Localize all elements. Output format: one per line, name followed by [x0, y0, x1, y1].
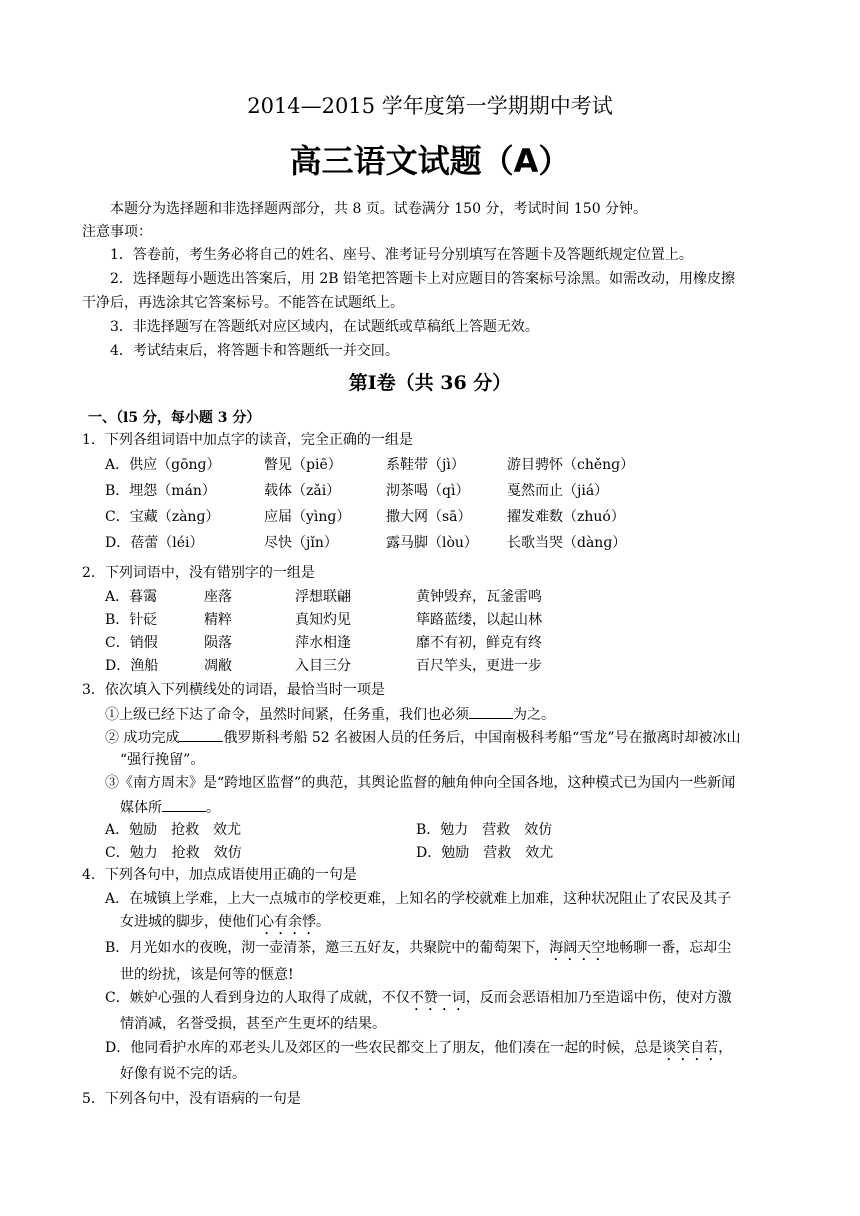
q3-option-b: B．勉力 营救 效仿	[416, 822, 553, 838]
q1-option-cell: 沏茶喝（qì）	[386, 483, 470, 499]
q1-option-cell: B．埋怨（mán）	[105, 483, 216, 499]
note-2-cont: 干净后，再选涂其它答案标号。不能答在试题纸上。	[82, 295, 404, 311]
question-1-stem: 1．下列各组词语中加点字的读音，完全正确的一组是	[82, 432, 413, 448]
q3-option-c: C．勉力 抢救 效仿	[105, 845, 242, 861]
paper-title: 高三语文试题（A）	[289, 142, 571, 180]
q3-sentence-3: ③《南方周末》是“跨地区监督”的典范，其舆论监督的触角伸向全国各地，这种模式已为国内一些新闻	[105, 775, 736, 791]
q1-option-cell: 尽快（jǐn）	[264, 535, 338, 551]
dotted-idiom: 谈笑自若	[662, 1040, 719, 1056]
q1-option-cell: 擢发难数（zhuó）	[507, 509, 625, 525]
question-2-stem: 2．下列词语中，没有错别字的一组是	[82, 565, 315, 581]
dotted-idiom: 心有余悸	[260, 914, 316, 930]
q2-option-cell: B．针砭	[105, 612, 158, 628]
q1-option-cell: 应届（yìnɡ）	[264, 509, 351, 525]
q4-option-a-line1: A．在城镇上学难，上大一点城市的学校更难，上知名的学校就难上加难，这种状况阻止了农民及其子	[105, 891, 732, 907]
q3-sentence-2-cont: “强行挽留”。	[120, 752, 205, 768]
q2-option-cell: D．渔船	[105, 658, 159, 674]
fill-blank	[162, 797, 206, 812]
volume-title: 第Ⅰ卷（共 36 分）	[348, 372, 512, 394]
q1-option-cell: 戛然而止（jiá）	[507, 483, 609, 499]
question-3-stem: 3．依次填入下列横线处的词语，最恰当时一项是	[82, 682, 385, 698]
question-5-stem: 5．下列各句中，没有语病的一句是	[82, 1091, 301, 1107]
q1-option-cell: 长歌当哭（dànɡ）	[507, 535, 627, 551]
q4-option-b-line2: 世的纷扰，该是何等的惬意!	[120, 967, 294, 983]
section-heading: 一、（l5 分，每小题 3 分）	[88, 410, 261, 426]
q1-option-cell: 撒大网（sā）	[386, 509, 472, 525]
q2-option-cell: 靡不有初，鲜克有终	[416, 635, 542, 651]
q1-option-cell: C．宝藏（zànɡ）	[105, 509, 220, 525]
q1-option-cell: A．供应（gōnɡ）	[105, 457, 221, 473]
notice-label: 注意事项：	[82, 224, 152, 240]
dotted-idiom: 海阔天空	[549, 940, 606, 956]
q4-option-a-line2: 女进城的脚步，使他们心有余悸。	[120, 914, 330, 930]
q3-sentence-2: ② 成功完成 俄罗斯科考船 52 名被困人员的任务后，中国南极科考船“雪龙”号在撤离时却被冰山	[105, 727, 740, 748]
fill-blank	[179, 727, 223, 742]
dotted-idiom: 不赞一词	[409, 990, 466, 1006]
q4-option-d-line2: 好像有说不完的话。	[120, 1066, 246, 1082]
q1-option-cell: 载体（zǎi）	[264, 483, 341, 499]
note-1: 1．答卷前，考生务必将自己的姓名、座号、准考证号分别填写在答题卡及答题纸规定位置上。	[110, 247, 693, 263]
q1-option-cell: D．蓓蕾（léi）	[105, 535, 204, 551]
q2-option-cell: C．销假	[105, 635, 158, 651]
note-4: 4．考试结束后，将答题卡和答题纸一并交回。	[110, 343, 399, 359]
q2-option-cell: 入目三分	[295, 658, 351, 674]
q2-option-cell: 精粹	[204, 612, 232, 628]
q3-option-a: A．勉励 抢救 效尤	[105, 822, 242, 838]
q1-option-cell: 瞥见（piē）	[264, 457, 342, 473]
note-2: 2．选择题每小题选出答案后，用 2B 铅笔把答题卡上对应题目的答案标号涂黑。如需改动，用橡皮擦	[110, 271, 736, 287]
note-3: 3．非选择题写在答题纸对应区域内，在试题纸或草稿纸上答题无效。	[110, 319, 539, 335]
q2-option-cell: 百尺竿头，更进一步	[416, 658, 542, 674]
q2-option-cell: 陨落	[204, 635, 232, 651]
q3-sentence-3-cont: 媒体所 。	[120, 797, 220, 818]
q2-option-cell: A．暮霭	[105, 589, 158, 605]
q4-option-c-line2: 情消减，名誉受损，甚至产生更坏的结果。	[120, 1016, 386, 1032]
intro-line: 本题分为选择题和非选择题两部分，共 8 页。试卷满分 150 分，考试时间 150 分钟。	[110, 201, 648, 217]
q2-option-cell: 凋敝	[204, 658, 232, 674]
q2-option-cell: 浮想联翩	[295, 589, 351, 605]
q2-option-cell: 真知灼见	[295, 612, 351, 628]
fill-blank	[469, 704, 513, 719]
q3-sentence-1: ①上级已经下达了命令，虽然时间紧，任务重，我们也必须 为之。	[105, 704, 555, 725]
q4-option-c-line1: C．嫉妒心强的人看到身边的人取得了成就，不仅不赞一词，反而会恶语相加乃至造谣中伤，使对方激	[105, 990, 732, 1006]
q2-option-cell: 筚路蓝缕，以起山林	[416, 612, 542, 628]
exam-title: 2014—2015 学年度第一学期期中考试	[247, 94, 613, 118]
question-4-stem: 4．下列各句中，加点成语使用正确的一句是	[82, 867, 357, 883]
q1-option-cell: 露马脚（lòu）	[386, 535, 478, 551]
q2-option-cell: 萍水相逢	[295, 635, 351, 651]
q1-option-cell: 系鞋带（jì）	[386, 457, 465, 473]
q2-option-cell: 黄钟毁弃，瓦釜雷鸣	[416, 589, 542, 605]
q2-option-cell: 座落	[204, 589, 232, 605]
q4-option-b-line1: B．月光如水的夜晚，沏一壶清茶，邀三五好友，共聚院中的葡萄架下，海阔天空地畅聊一番，忘却尘	[105, 940, 732, 956]
q1-option-cell: 游目骋怀（chěnɡ）	[507, 457, 635, 473]
q3-option-d: D．勉励 营救 效尤	[416, 845, 554, 861]
q4-option-d-line1: D．他同看护水库的邓老头儿及郊区的一些农民都交上了朋友，他们凑在一起的时候，总是谈笑自若，	[105, 1040, 733, 1056]
